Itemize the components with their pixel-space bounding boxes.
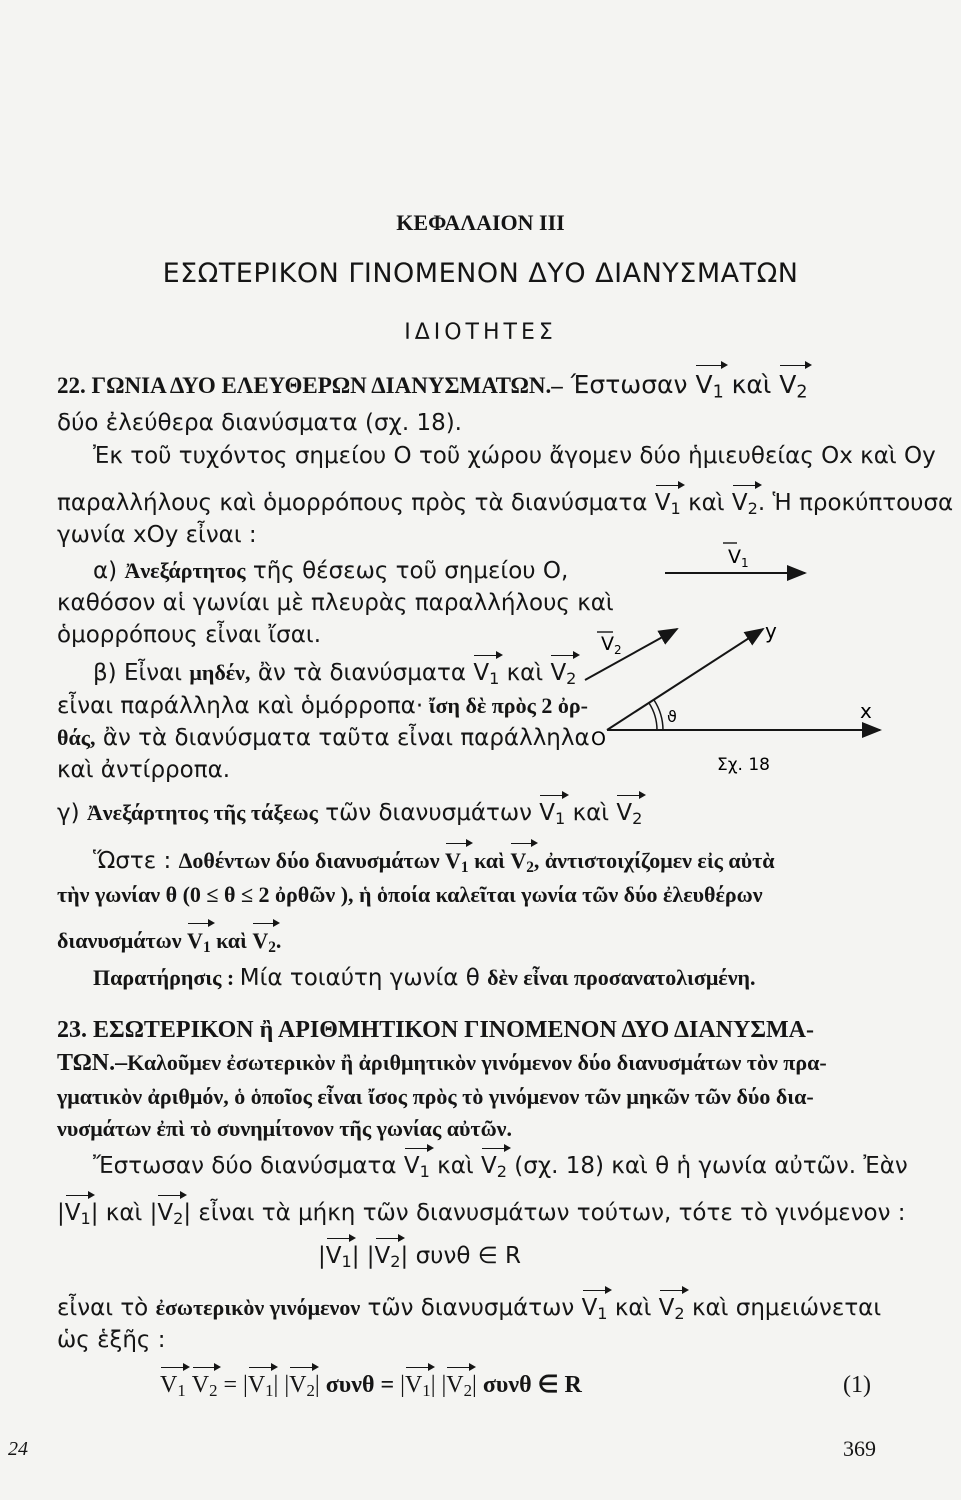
figure-18 <box>575 535 895 785</box>
oy-ray <box>607 629 763 730</box>
s22-line1 <box>57 370 808 402</box>
remark-line: Παρατήρησις : Μία τοιαύτη γωνία θ δὲν εἶναι προσανατολισμένη. <box>93 965 756 991</box>
vector-v1: $V_1$ <box>695 370 724 403</box>
vector-v2: $V_2$ <box>779 370 808 403</box>
s22-line5: γωνία xOy εἶναι : <box>57 522 257 548</box>
x-label: x <box>860 699 872 723</box>
s23-line6: $|V_1|$ καὶ $|V_2|$ εἶναι τὰ μήκη τῶν διανυσμάτων τούτων, τότε τὸ γινόμενον : <box>57 1200 906 1229</box>
s23-line8: εἶναι τὸ ἐσωτερικὸν γινόμενον τῶν διανυσμάτων $V_1$ καὶ $V_2$ καὶ σημειώνεται <box>57 1295 882 1324</box>
alpha-line3: ὁμορρόπους εἶναι ἴσαι. <box>57 622 322 648</box>
theta-label: ϑ <box>667 707 677 726</box>
v2-label: $V_2$ <box>601 633 622 657</box>
equation-number: (1) <box>843 1372 871 1398</box>
figure-caption: Σχ. 18 <box>717 755 771 775</box>
s22-line4: παραλλήλους καὶ ὁμορρόπους πρὸς τὰ διανύσματα $V_1$ καὶ $V_2$. Ἡ προκύπτουσα <box>57 490 954 519</box>
s23-line9: ὡς ἑξῆς : <box>57 1327 166 1353</box>
s22-line2: δύο ἐλεύθερα διανύσματα (σχ. 18). <box>57 410 462 436</box>
alpha-line2: καθόσον αἱ γωνίαι μὲ πλευρὰς παραλλήλους καὶ <box>57 590 614 616</box>
s23-heading-line2: ΤΩΝ.–Καλοῦμεν ἐσωτερικὸν ἢ ἀριθμητικὸν γινόμενον δύο διανυσμάτων τὸν πρα- <box>57 1050 827 1076</box>
o-label: O <box>591 728 606 750</box>
beta-line1: β) Εἶναι μηδέν, ἂν τὰ διανύσματα $V_1$ καὶ $V_2$ <box>93 660 577 689</box>
beta-line4: καὶ ἀντίρροπα. <box>57 757 231 783</box>
v2-arrow <box>585 629 677 680</box>
gamma-line: γ) Ἀνεξάρτητος τῆς τάξεως τῶν διανυσμάτων $V_1$ καὶ $V_2$ <box>57 800 643 829</box>
ostε-line2: τὴν γωνίαν θ (0 ≤ θ ≤ 2 ὀρθῶν ), ἡ ὁποία καλεῖται γωνία τῶν δύο ἐλευθέρων <box>57 882 763 907</box>
chapter-label: ΚΕΦΑΛΑΙΟΝ III <box>396 210 565 235</box>
equation-1: $V_1$ $V_2 = |V_1|$ $|V_2|$ $\sigma\upsilon\nu\theta = |V_1|$ $|V_2|$ συνθ ∈ R <box>160 1372 582 1401</box>
ostε-line3: διανυσμάτων $V_1$ καὶ $V_2$. <box>57 928 282 956</box>
section-title: ΙΔΙΟΤΗΤΕΣ <box>404 320 557 345</box>
page-number: 369 <box>843 1436 876 1461</box>
formula-line: $|V_1|$ $|V_2|$ συνθ ∈ R <box>318 1243 522 1272</box>
s22-l1-text: Έστωσαν <box>562 370 696 399</box>
s22-and: καὶ <box>723 370 780 399</box>
s23-line3: γματικὸν ἀριθμόν, ὁ ὁποῖος εἶναι ἴσος πρὸς τὸ γινόμενον τῶν μηκῶν τῶν δύο δια- <box>57 1084 814 1109</box>
y-label: y <box>765 619 777 643</box>
s23-line4: νυσμάτων ἐπὶ τὸ συνημίτονον τῆς γωνίας αὐτῶν. <box>57 1116 512 1141</box>
s22-heading: 22. ΓΩΝΙΑ ΔΥΟ ΕΛΕΥΘΕΡΩΝ ΔΙΑΝΥΣΜΑΤΩΝ.– <box>57 373 563 398</box>
angle-arc-1 <box>649 703 657 730</box>
chapter-title: ΕΣΩΤΕΡΙΚΟΝ ΓΙΝΟΜΕΝΟΝ ΔΥΟ ΔΙΑΝΥΣΜΑΤΩΝ <box>162 258 799 289</box>
s23-heading-line1: 23. ΕΣΩΤΕΡΙΚΟΝ ἢ ΑΡΙΘΜΗΤΙΚΟΝ ΓΙΝΟΜΕΝΟΝ ΔΥΟ ΔΙΑΝΥΣΜΑ- <box>57 1017 815 1043</box>
s23-line5: Ἔστωσαν δύο διανύσματα $V_1$ καὶ $V_2$ (σχ. 18) καὶ θ ἡ γωνία αὐτῶν. Ἐὰν <box>93 1153 908 1182</box>
s22-line3: Ἐκ τοῦ τυχόντος σημείου O τοῦ χώρου ἄγομεν δύο ἡμιευθείας Ox καὶ Oy <box>93 443 936 469</box>
beta-line3: θάς, ἂν τὰ διανύσματα ταῦτα εἶναι παράλληλα <box>57 725 590 751</box>
alpha-line1: α) Ἀνεξάρτητος τῆς θέσεως τοῦ σημείου O, <box>93 558 569 584</box>
ostε-line1: Ὥστε : Δοθέντων δύο διανυσμάτων $V_1$ καὶ $V_2$, ἀντιστοιχίζομεν εἰς αὐτὰ <box>93 848 775 876</box>
v1-label: $V_1$ <box>728 546 749 570</box>
beta-line2: εἶναι παράλληλα καὶ ὁμόρροπα· ἴση δὲ πρὸς 2 ὀρ- <box>57 693 588 719</box>
footer-left: 24 <box>8 1438 28 1460</box>
